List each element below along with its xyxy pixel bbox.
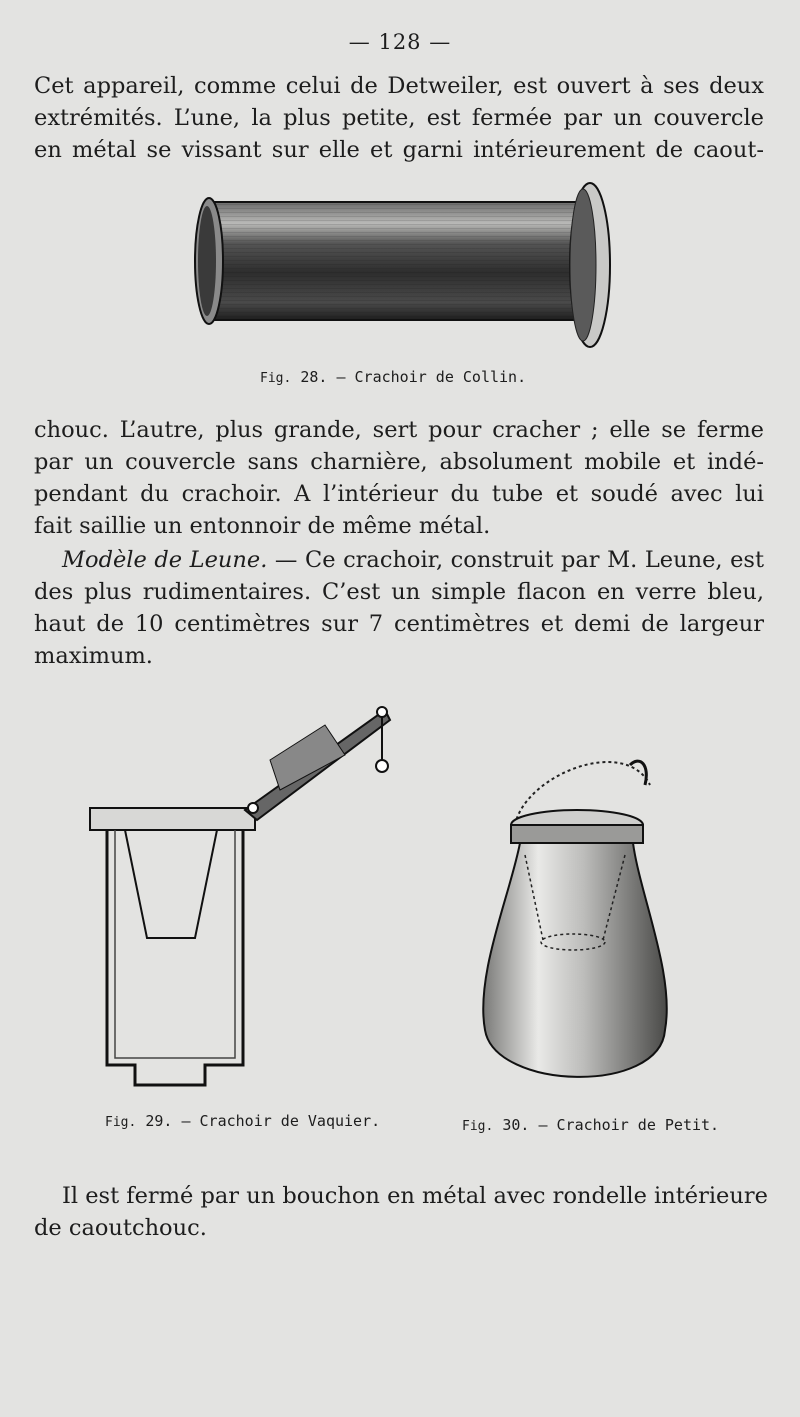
figure-prefix: Fig.	[260, 371, 292, 386]
text-line: des plus rudimentaires. C’est un simple flacon en verre bleu,	[34, 579, 764, 605]
text-line: Cet appareil, comme celui de Detweiler, est ouvert à ses deux	[34, 73, 764, 99]
text-line: pendant du crachoir. A l’intérieur du tube et soudé avec lui	[34, 481, 764, 507]
caption-text: 30. — Crachoir de Petit.	[502, 1116, 720, 1134]
text-line: Modèle de Leune. — Ce crachoir, construit par M. Leune, est	[62, 547, 764, 573]
figure-prefix: Fig.	[462, 1119, 494, 1134]
page-number: — 128 —	[348, 30, 452, 54]
text-line: par un couvercle sans charnière, absolument mobile et indé-	[34, 449, 764, 475]
paragraph-4	[34, 1180, 768, 1244]
paragraph-1	[34, 70, 764, 166]
figure-28-caption	[260, 368, 526, 386]
text-line: Il est fermé par un bouchon en métal avec rondelle intérieure	[62, 1183, 768, 1209]
figure-28-illustration	[185, 180, 615, 355]
text-line: haut de 10 centimètres sur 7 centimètres et demi de largeur	[34, 611, 764, 637]
text-line: extrémités. L’une, la plus petite, est fermée par un couvercle	[34, 105, 764, 131]
caption-text: 29. — Crachoir de Vaquier.	[145, 1112, 381, 1130]
text-line: de caoutchouc.	[34, 1215, 207, 1241]
figure-29-caption	[105, 1112, 380, 1130]
paragraph-3	[34, 544, 764, 672]
figure-30-caption	[462, 1116, 719, 1134]
model-title: Modèle de Leune.	[62, 547, 268, 573]
text-line: chouc. L’autre, plus grande, sert pour cracher ; elle se ferme	[34, 417, 764, 443]
figure-29-illustration	[85, 700, 405, 1100]
text-line: en métal se vissant sur elle et garni intérieurement de caout-	[34, 137, 764, 163]
figure-30-illustration	[475, 745, 685, 1105]
figure-prefix: Fig.	[105, 1115, 137, 1130]
caption-text: 28. — Crachoir de Collin.	[300, 368, 527, 386]
text-line: maximum.	[34, 643, 153, 669]
paragraph-2	[34, 414, 764, 542]
text-line: fait saillie un entonnoir de même métal.	[34, 513, 491, 539]
